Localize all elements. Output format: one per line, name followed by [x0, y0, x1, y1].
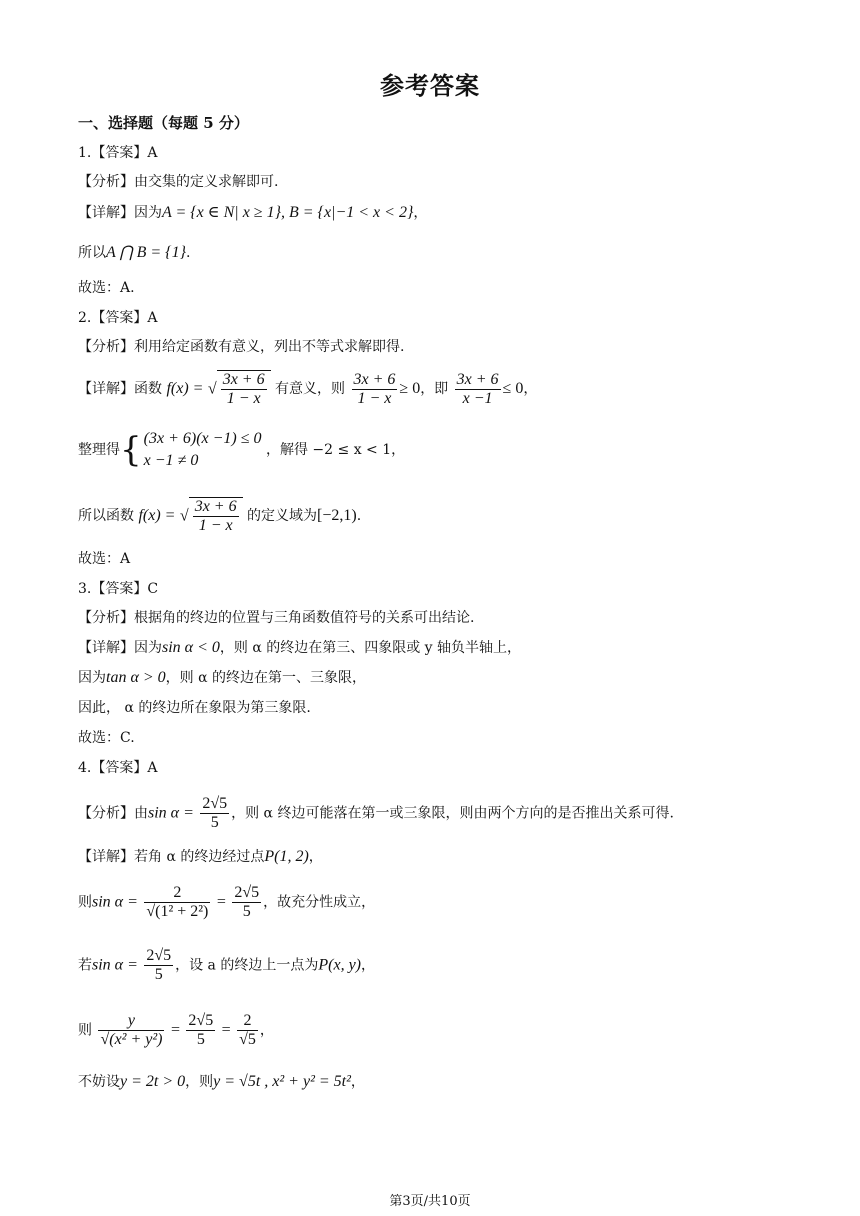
q1-choose: 故选：A. — [78, 280, 135, 296]
q2-ineq1-tail: ≥ 0 — [399, 380, 421, 397]
q4-detail1-point: P(1, 2) — [264, 848, 309, 865]
q3-answer: 3.【答案】C — [78, 581, 159, 597]
q2-domain-num: 3x + 6 — [194, 498, 237, 515]
q2-meaningful: 有意义，则 — [275, 381, 346, 397]
q4-last-suffix: ， — [350, 1074, 365, 1090]
q4-answer: 4.【答案】A — [78, 760, 158, 776]
q3-choose: 故选：C. — [78, 730, 135, 746]
q3-line3: 因此， α 的终边所在象限为第三象限. — [78, 700, 311, 716]
page-title: 参考答案 — [380, 71, 480, 100]
q2-solve: ，解得 −2 ≤ x < 1， — [265, 442, 406, 458]
q4-last — [78, 1072, 365, 1092]
q4-f-num: 2√5 — [202, 795, 228, 812]
q2-arrange: 整理得 — [78, 442, 120, 458]
q4-suff: ，故充分性成立， — [263, 894, 376, 911]
q4-sin-3: sin α = — [92, 956, 138, 974]
q3-line1-math: sin α < 0 — [162, 639, 220, 656]
q4-comma: ， — [259, 1022, 274, 1039]
q4-detail1 — [78, 847, 323, 867]
q4-frac-a2-num: 2√5 — [234, 884, 260, 901]
q4-sufficiency — [78, 884, 375, 921]
q2-ineq1-num: 3x + 6 — [353, 370, 396, 388]
q3-line1-prefix: 【详解】因为 — [78, 640, 162, 656]
q2-frac-den: 1 − x — [226, 390, 261, 407]
q2-domain-prefix: 所以函数 — [78, 508, 134, 524]
q3-line2-prefix: 因为 — [78, 670, 106, 686]
q1-detail-prefix: 【详解】因为 — [78, 205, 162, 221]
q4-last-math1: y = 2t > 0 — [120, 1073, 186, 1090]
q1-so-math: A ⋂ B = {1} — [106, 244, 186, 261]
q2-ji: ，即 — [420, 381, 449, 397]
q3-line2-math: tan α > 0 — [106, 669, 166, 686]
q4-frac-c-den: √5 — [239, 1031, 256, 1048]
q4-frac-c-num: 2 — [237, 1012, 258, 1031]
q4-set-prefix: ，设 a 的终边上一点为 — [175, 957, 319, 974]
q4-if-prefix: 若 — [78, 957, 92, 974]
q4-sin-2: sin α = — [92, 893, 138, 911]
q2-system — [78, 428, 405, 472]
q3-line1-suffix: ，则 α 的终边在第三、四象限或 y 轴负半轴上， — [219, 640, 522, 656]
q4-last-mid: ，则 — [185, 1074, 214, 1090]
q2-ineq1-den: 1 − x — [357, 389, 392, 407]
q4-sin: sin α = — [148, 804, 194, 822]
q2-frac-num: 3x + 6 — [222, 371, 265, 388]
section-heading: 一、选择题（每题 5 分） — [78, 114, 249, 132]
q1-so — [78, 243, 190, 263]
q4-detail1-prefix: 【详解】若角 α 的终边经过点 — [78, 849, 265, 865]
q4-frac-b-den: √(x² + y²) — [100, 1031, 163, 1048]
q4-analysis-suffix: ，则 α 终边可能落在第一或三象限，则由两个方向的是否推出关系可得. — [231, 805, 674, 822]
q4-frac-a-num: 2 — [144, 884, 210, 903]
q1-detail-suffix: ， — [413, 205, 428, 221]
q2-domain-val: [−2,1) — [317, 507, 357, 524]
q3-line2-suffix: ，则 α 的终边在第一、三象限， — [165, 670, 366, 686]
q4-frac-b-num: y — [98, 1012, 164, 1031]
q4-set-point: P(x, y) — [318, 956, 361, 974]
page-footer: 第3页/共10页 — [389, 1194, 471, 1209]
q2-sys2: x −1 ≠ 0 — [143, 452, 199, 469]
q2-detail-prefix: 【详解】函数 — [78, 381, 162, 397]
q4-eq-2: = — [170, 1021, 180, 1039]
q3-analysis: 【分析】根据角的终边的位置与三角函数值符号的关系可出结论. — [78, 610, 475, 626]
q2-analysis: 【分析】利用给定函数有意义，列出不等式求解即得. — [78, 339, 405, 355]
q2-answer: 2.【答案】A — [78, 310, 158, 326]
q4-last-prefix: 不妨设 — [78, 1074, 120, 1090]
q4-analysis — [78, 795, 674, 832]
q2-domain-fx: f(x) = — [138, 507, 176, 524]
q4-then: 则 — [78, 894, 92, 911]
q3-line1 — [78, 638, 521, 658]
q2-domain-den: 1 − x — [198, 517, 233, 534]
q4-frac-a-den: √(1² + 2²) — [146, 903, 209, 920]
q4-frac-b2-den: 5 — [196, 1031, 205, 1048]
q4-eq-3: = — [221, 1021, 231, 1039]
q2-detail — [78, 370, 537, 408]
q3-line2 — [78, 668, 366, 688]
q2-ineq2-tail: ≤ 0 — [502, 380, 524, 397]
q4-if-num: 2√5 — [146, 947, 172, 964]
q4-ratio — [78, 1012, 274, 1049]
q1-detail-math: A = {x ∈ N| x ≥ 1}, B = {x|−1 < x < 2} — [162, 204, 414, 221]
q2-comma: ， — [523, 381, 538, 397]
q1-answer: 1.【答案】A — [78, 145, 158, 161]
q2-sys1: (3x + 6)(x −1) ≤ 0 — [143, 430, 262, 447]
q4-then2: 则 — [78, 1022, 92, 1039]
q4-if-den: 5 — [154, 966, 163, 983]
q1-analysis: 【分析】由交集的定义求解即可. — [78, 174, 279, 190]
q4-frac-a2-den: 5 — [242, 903, 251, 920]
q2-brace: { — [120, 430, 142, 470]
q4-eq: = — [216, 893, 226, 911]
q2-sqrt: √ $\frac{3x + 6}{1 - x}$ — [208, 370, 271, 408]
q4-last-math2: y = √5t , x² + y² = 5t² — [213, 1073, 351, 1090]
q1-so-suffix: . — [185, 245, 191, 261]
q4-detail1-suffix: ， — [308, 849, 323, 865]
q4-analysis-prefix: 【分析】由 — [78, 805, 148, 822]
q2-domain-end: . — [356, 508, 362, 524]
q2-fx: f(x) = — [166, 380, 204, 397]
q2-ineq2-den: x −1 — [462, 389, 493, 407]
q4-f-den: 5 — [210, 814, 219, 831]
q2-choose: 故选：A — [78, 551, 131, 567]
q2-ineq2-num: 3x + 6 — [456, 370, 499, 388]
q2-domain-mid: 的定义域为 — [247, 508, 318, 524]
q4-if — [78, 947, 375, 984]
q1-so-prefix: 所以 — [78, 245, 106, 261]
q4-frac-b2-num: 2√5 — [188, 1012, 214, 1029]
q2-domain: 所以函数 f(x) = √ $\frac{3x + 6}{1 - x}$ 的定义域为[−2,1). — [78, 498, 362, 534]
q4-set-suffix: ， — [361, 957, 375, 974]
q1-detail — [78, 203, 427, 223]
